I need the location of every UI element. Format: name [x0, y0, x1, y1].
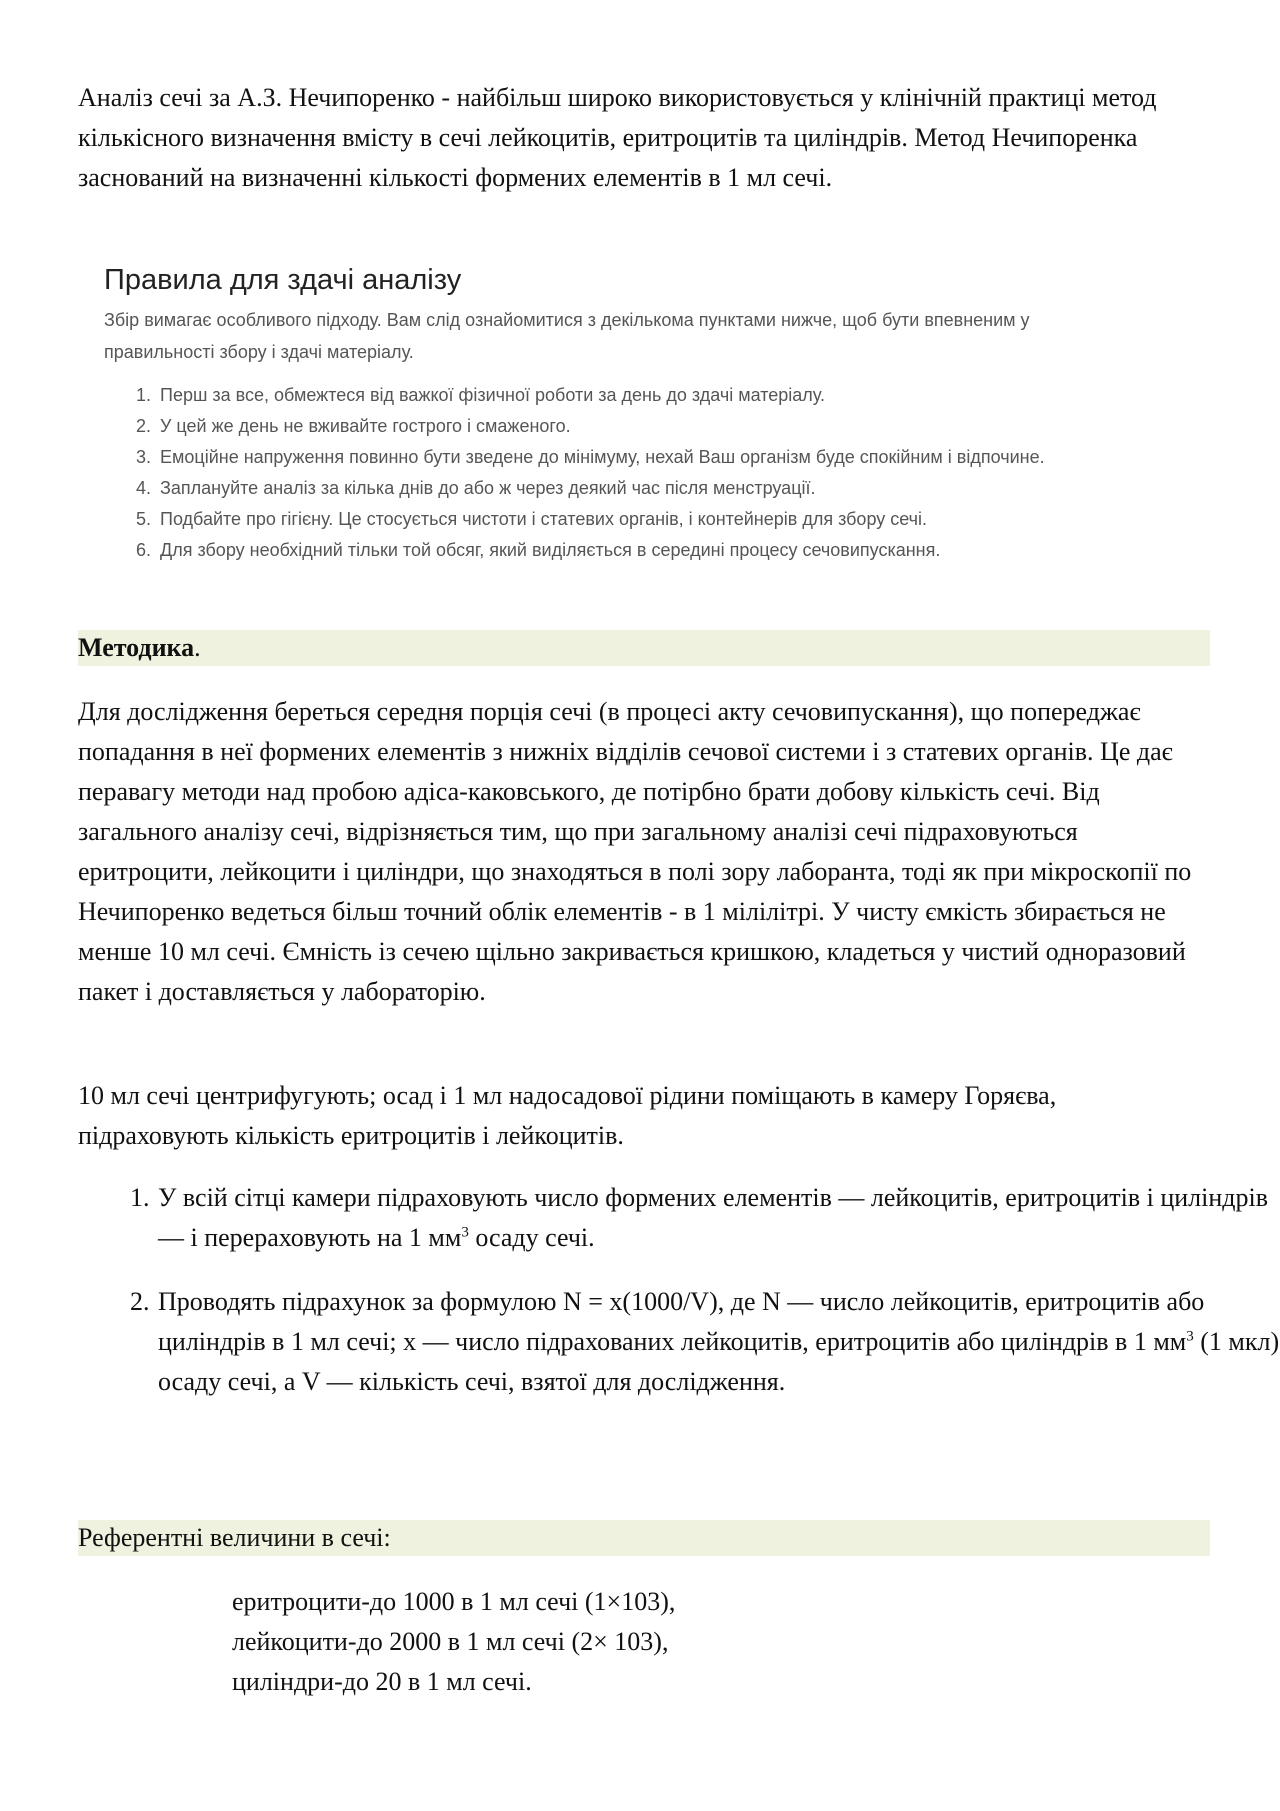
rules-intro: Збір вимагає особливого підходу. Вам слід ознайомитися з декількома пунктами нижче, щоб бути впевненим у правильності збору і здачі матеріалу.: [104, 310, 1030, 362]
rules-image: [104, 262, 1094, 566]
reference-values: [232, 1582, 1132, 1702]
method-heading: [78, 630, 1210, 666]
method-paragraph: Для дослідження береться середня порція сечі (в процесі акту сечовипускання), що попереджає попадання в неї формених елементів з нижніх відділів сечової системи і з статевих органів. Це дає перавагу методи над пробою адіса-каковського, де потірбно брати добову кількість сечі. Від загального аналізу сечі, відрізняється тим, що при загальному аналізі сечі підраховуються еритроцити, лейкоцити і циліндри, що знаходяться в полі зору лаборанта, тоді як при мікроскопії по Нечипоренко ведеться більш точний облік елементів - в 1 мілілітрі. У чисту ємкість збирається не менше 10 мл сечі. Ємність із сечею щільно закривається кришкою, кладеться у чистий одноразовий пакет і доставляється у лабораторію.: [78, 697, 1192, 1006]
method-heading-text: Методика: [78, 633, 195, 662]
step1-superscript: 3: [461, 1224, 469, 1241]
rules-title: Правила для здачі аналізу: [104, 264, 462, 296]
rules-item: 1. Перш за все, обмежтеся від важкої фізичної роботи за день до здачі матеріалу.: [156, 380, 1094, 411]
method-steps: [78, 1178, 1280, 1426]
centrifuge-paragraph: 10 мл сечі центрифугують; осад і 1 мл надосадової рідини поміщають в камеру Горяєва, підраховують кількість еритроцитів і лейкоцитів.: [78, 1081, 1057, 1150]
rules-item: 2. У цей же день не вживайте гострого і смаженого.: [156, 411, 1094, 442]
reference-item: еритроцити-до 1000 в 1 мл сечі (1×103),: [232, 1587, 676, 1616]
reference-heading: Референтні величини в сечі:: [78, 1520, 1210, 1556]
rules-item: 5. Подбайте про гігієну. Це стосується чистоти і статевих органів, і контейнерів для збору сечі.: [156, 504, 1094, 535]
step2-text: Проводять підрахунок за формулою N = x(1000/V), де N — число лейкоцитів, еритроцитів або циліндрів в 1 мл сечі; x — число підрахованих лейкоцитів, еритроцитів або циліндрів в 1 мм: [158, 1287, 1205, 1356]
rules-item: 4. Заплануйте аналіз за кілька днів до або ж через деякий час після менструації.: [156, 473, 1094, 504]
step2-text-end: (1 мкл) осаду сечі, а V — кількість сечі, взятої для дослідження.: [158, 1327, 1280, 1396]
rules-list: [104, 380, 1094, 566]
intro-paragraph: Аналіз сечі за А.З. Нечипоренко - найбільш широко використовується у клінічній практиці метод кількісного визначення вмісту в сечі лейкоцитів, еритроцитів та циліндрів. Метод Нечипоренка заснований на визначенні кількості формених елементів в 1 мл сечі.: [78, 83, 1157, 192]
method-step: [156, 1282, 1280, 1402]
rules-item: 6. Для збору необхідний тільки той обсяг, який виділяється в середині процесу сечовипускання.: [156, 535, 1094, 566]
step1-text-end: осаду сечі.: [468, 1223, 595, 1252]
method-step: [156, 1178, 1280, 1258]
rules-item: 3. Емоційне напруження повинно бути зведене до мінімуму, нехай Ваш організм буде спокійним і відпочине.: [156, 442, 1094, 473]
step2-superscript: 3: [1186, 1328, 1194, 1345]
reference-item: лейкоцити-до 2000 в 1 мл сечі (2× 103),: [232, 1627, 669, 1656]
step1-text: У всій сітці камери підраховують число формених елементів — лейкоцитів, еритроцитів і циліндрів — і перераховують на 1 мм: [158, 1183, 1269, 1252]
reference-item: циліндри-до 20 в 1 мл сечі.: [232, 1667, 532, 1696]
method-heading-suffix: .: [194, 633, 201, 662]
